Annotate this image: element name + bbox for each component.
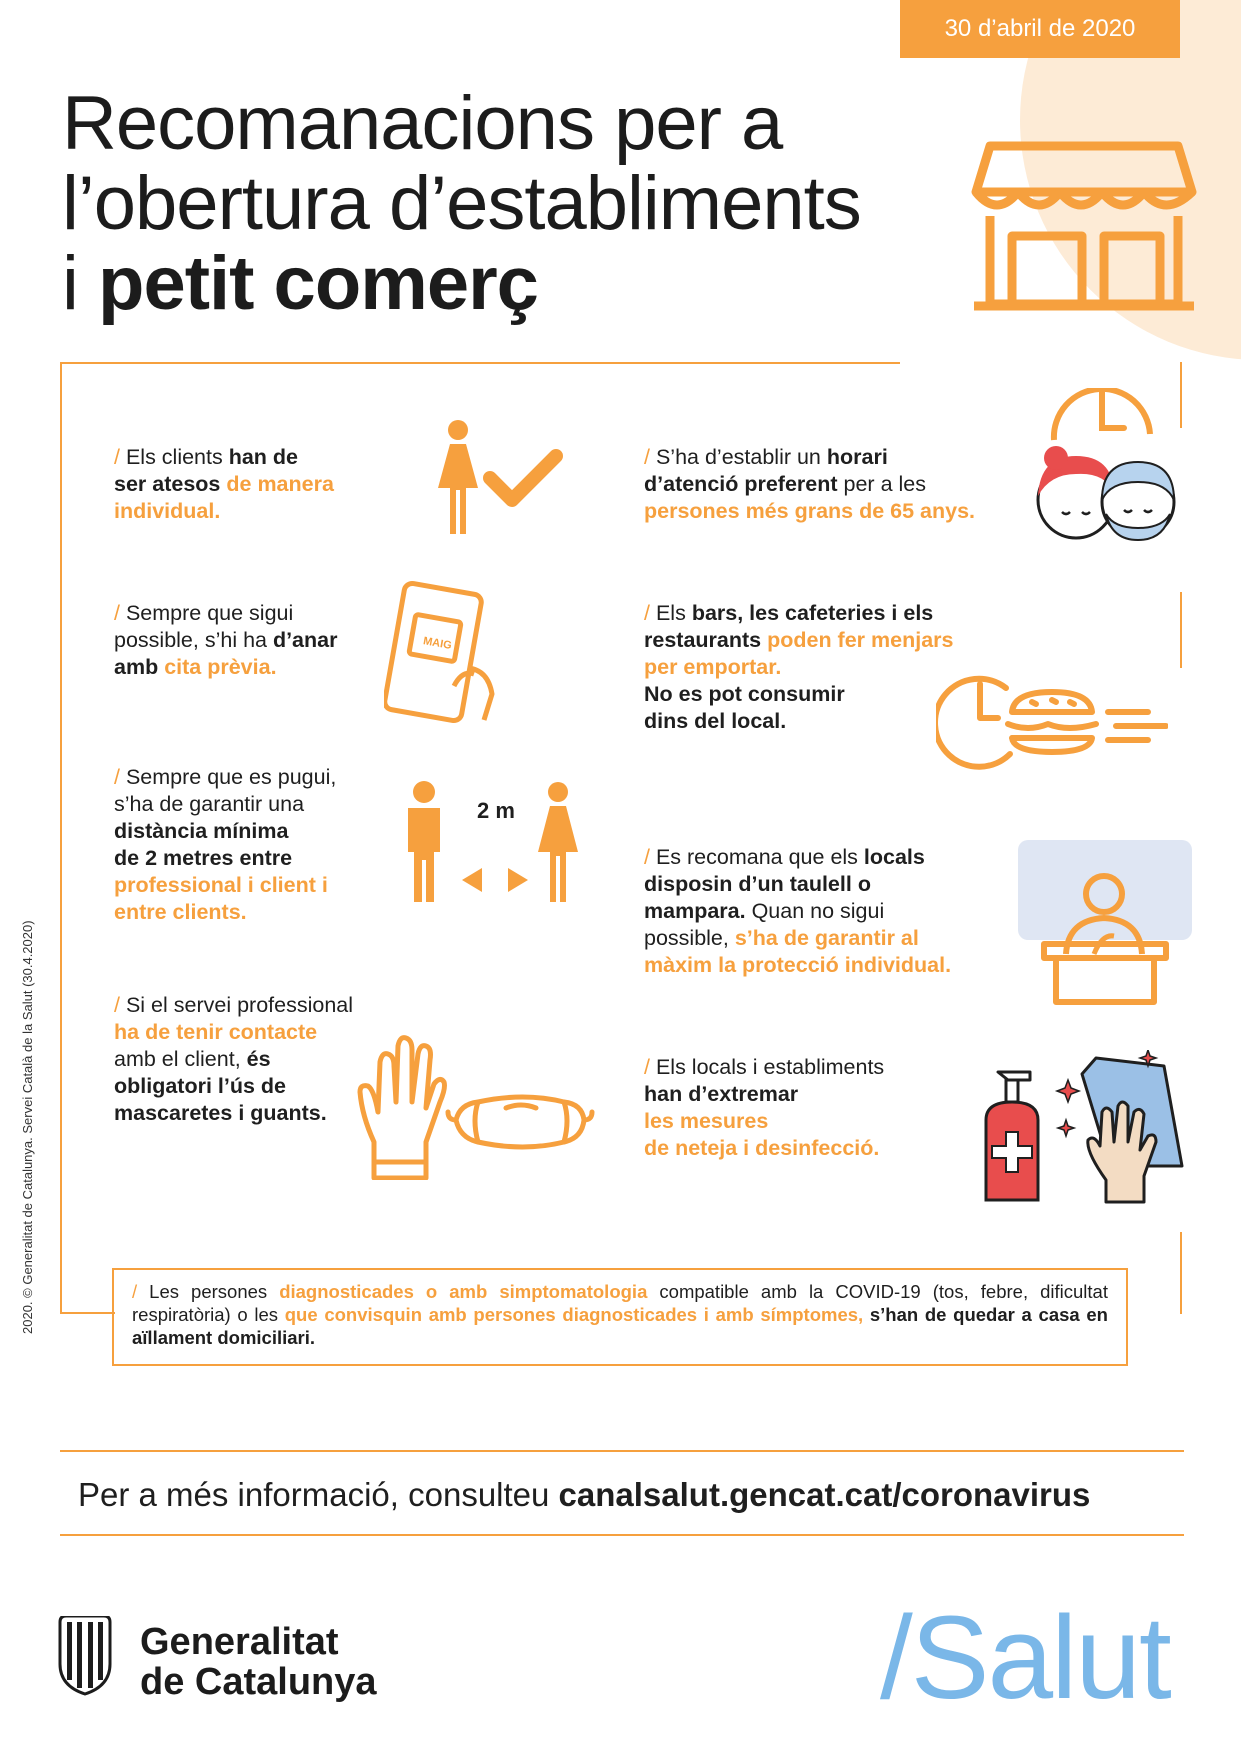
- frame-bottom-line: [60, 1312, 115, 1314]
- frame-top-line: [60, 362, 900, 364]
- salut-logo: /Salut: [880, 1592, 1170, 1724]
- recommendation-counter-screen: / Es recomana que els locals disposin d’un taulell o mampara. Quan no sigui possible, s’ha de garantir al màxim la protecció individual.: [644, 845, 952, 977]
- store-icon: [970, 136, 1198, 312]
- calendar-label: MAIG: [422, 635, 453, 652]
- elderly-clock-icon: [1026, 388, 1182, 558]
- recommendation-cleaning: / Els locals i establiments han d’extremar les mesures de neteja i desinfecció.: [644, 1055, 885, 1160]
- sanitizer-cleaning-icon: [960, 1050, 1188, 1204]
- recommendation-individual-attention: / Els clients han de ser atesos de manera individual.: [114, 445, 334, 523]
- recommendation-masks-gloves: / Si el servei professional ha de tenir contacte amb el client, és obligatori l’ús de mascaretes i guants.: [114, 993, 354, 1125]
- person-check-icon: [428, 418, 568, 536]
- distance-people-icon: [398, 780, 578, 904]
- frame-left-line: [60, 362, 62, 1314]
- frame-right-line: [1180, 1232, 1182, 1314]
- phone-calendar-icon: [384, 574, 504, 724]
- frame-right-line: [1180, 592, 1182, 668]
- distance-label: 2 m: [477, 798, 515, 823]
- page-title: [62, 81, 962, 326]
- copyright-credit: 2020. © Generalitat de Catalunya. Servei Català de la Salut (30.4.2020): [20, 920, 35, 1334]
- date-badge: 30 d’abril de 2020: [900, 0, 1180, 58]
- recommendation-appointment: / Sempre que sigui possible, s’hi ha d’anar amb cita prèvia.: [114, 601, 338, 679]
- more-info-text: Per a més informació, consulteu canalsalut.gencat.cat/coronavirus: [78, 1476, 1091, 1513]
- divider-top: [60, 1450, 1184, 1452]
- info-link[interactable]: canalsalut.gencat.cat/coronavirus: [558, 1476, 1091, 1513]
- title-line-1: Recomanacions per a: [62, 81, 783, 166]
- takeaway-sandwich-icon: [936, 672, 1168, 772]
- recommendation-takeaway: / Els bars, les cafeteries i els restaurants poden fer menjars per emportar. No es pot consumir dins del local.: [644, 601, 954, 733]
- recommendation-distance: / Sempre que es pugui, s’ha de garantir una distància mínima de 2 metres entre professional i client i entre clients.: [114, 765, 337, 924]
- generalitat-name: Generalitat de Catalunya: [140, 1621, 377, 1703]
- isolation-note: / Les persones diagnosticades o amb simptomatologia compatible amb la COVID-19 (tos, febre, dificultat respiratòria) o les que convisquin amb persones diagnosticades i amb símptomes, s’han de quedar a casa en aïllament domiciliari.: [112, 1268, 1128, 1366]
- title-line-3: i petit comerç: [62, 241, 538, 326]
- counter-screen-icon: [1016, 838, 1194, 1008]
- recommendation-preferential-hours: / S’ha d’establir un horari d’atenció preferent per a les persones més grans de 65 anys.: [644, 445, 976, 523]
- glove-mask-icon: [356, 1032, 596, 1180]
- divider-bottom: [60, 1534, 1184, 1536]
- title-line-2: l’obertura d’establiments: [62, 161, 861, 246]
- generalitat-logo-icon: [58, 1616, 112, 1696]
- title-bold: petit comerç: [98, 241, 538, 326]
